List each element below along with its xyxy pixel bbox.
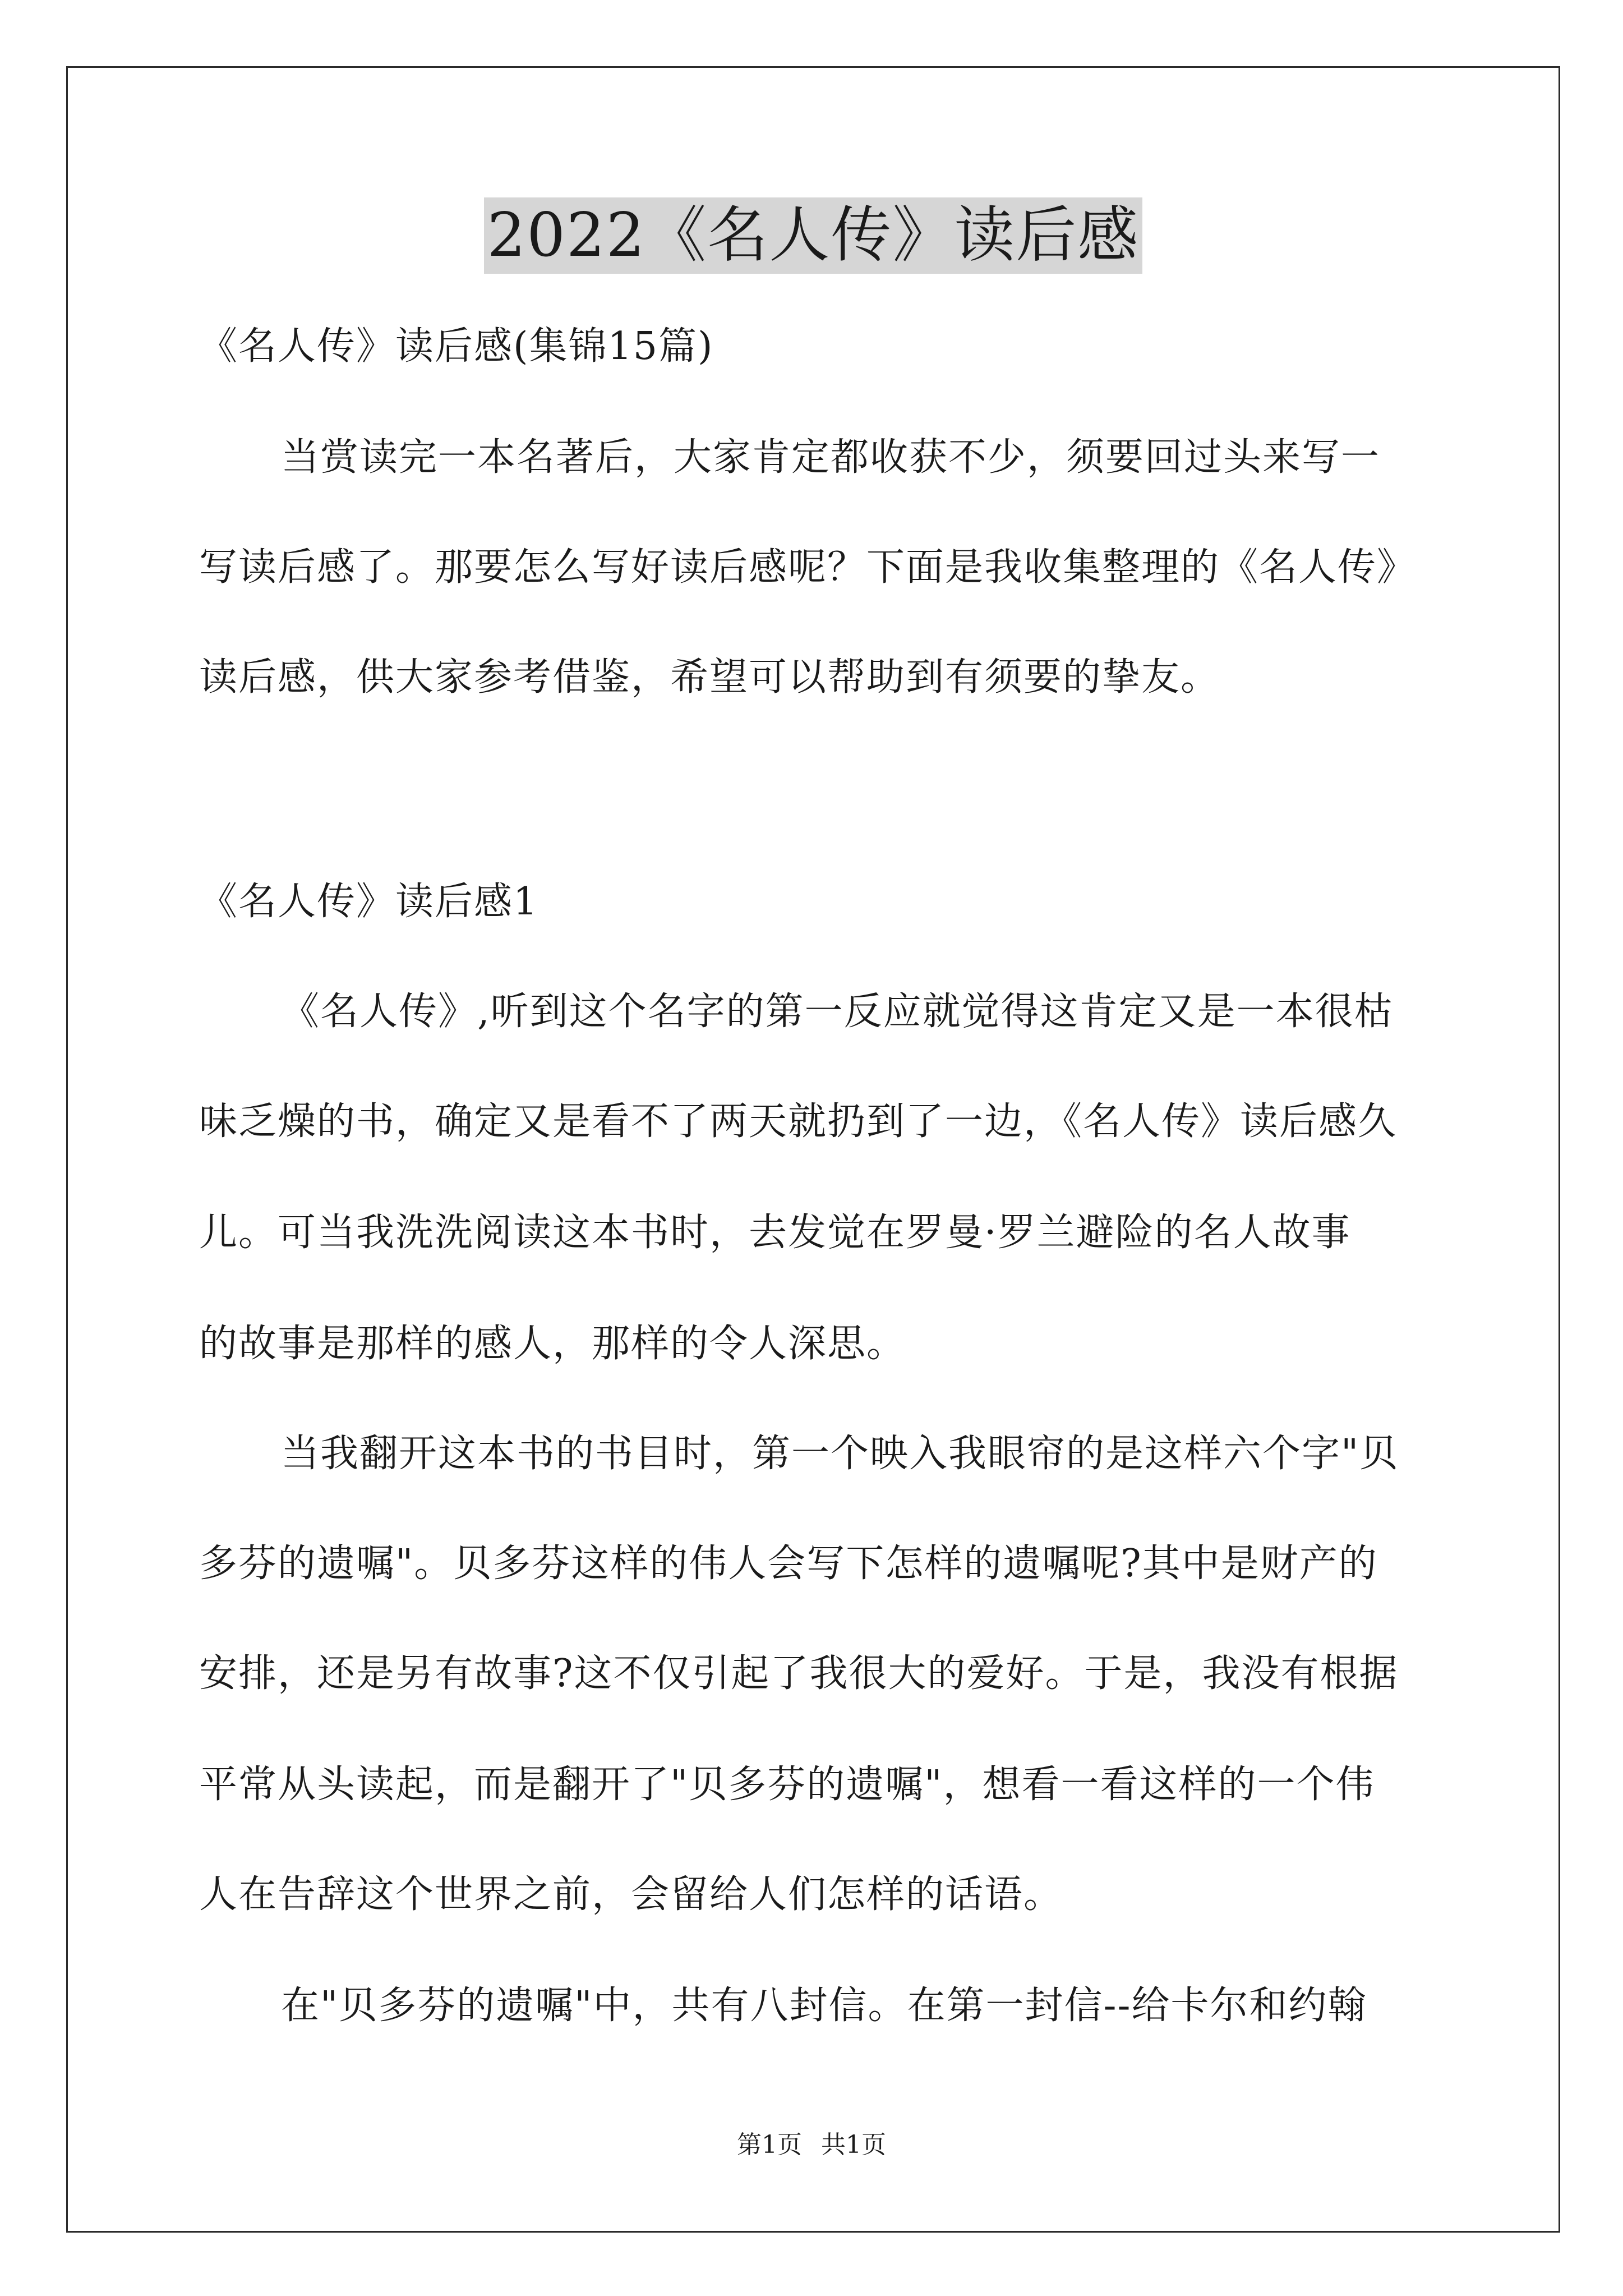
- section-heading: 《名人传》读后感1: [199, 880, 539, 924]
- p1-line-4: 的故事是那样的感人，那样的令人深思。: [199, 1322, 906, 1366]
- p3-line-1: 在"贝多芬的遗嘱"中，共有八封信。在第一封信--给卡尔和约翰: [281, 1984, 1367, 2028]
- p2-line-5: 人在告辞这个世界之前，会留给人们怎样的话语。: [199, 1872, 1063, 1917]
- p1-line-2: 味乏燥的书，确定又是看不了两天就扔到了一边，《名人传》读后感久: [199, 1099, 1398, 1144]
- p1-line-3: 儿。可当我洗洗阅读这本书时，去发觉在罗曼·罗兰避险的名人故事: [199, 1211, 1351, 1255]
- p2-line-1: 当我翻开这本书的书目时，第一个映入我眼帘的是这样六个字"贝: [281, 1432, 1399, 1476]
- intro-line-2: 写读后感了。那要怎么写好读后感呢？下面是我收集整理的《名人传》: [199, 545, 1417, 590]
- p2-line-4: 平常从头读起，而是翻开了"贝多芬的遗嘱"，想看一看这样的一个伟: [199, 1763, 1375, 1807]
- p1-line-1: 《名人传》,听到这个名字的第一反应就觉得这肯定又是一本很枯: [281, 990, 1394, 1034]
- intro-line-3: 读后感，供大家参考借鉴，希望可以帮助到有须要的挚友。: [199, 655, 1220, 700]
- p2-line-2: 多芬的遗嘱"。贝多芬这样的伟人会写下怎样的遗嘱呢?其中是财产的: [199, 1542, 1378, 1586]
- page-number: 第1页: [737, 2131, 802, 2159]
- page-total: 共1页: [821, 2131, 886, 2159]
- p2-line-3: 安排，还是另有故事?这不仅引起了我很大的爱好。于是，我没有根据: [199, 1651, 1399, 1696]
- document-title: 2022《名人传》读后感: [484, 197, 1143, 274]
- intro-line-1: 当赏读完一本名著后，大家肯定都收获不少，须要回过头来写一: [281, 435, 1381, 480]
- document-subtitle: 《名人传》读后感(集锦15篇): [199, 324, 714, 369]
- title-container: [199, 197, 1427, 274]
- page-footer: [0, 2129, 1623, 2161]
